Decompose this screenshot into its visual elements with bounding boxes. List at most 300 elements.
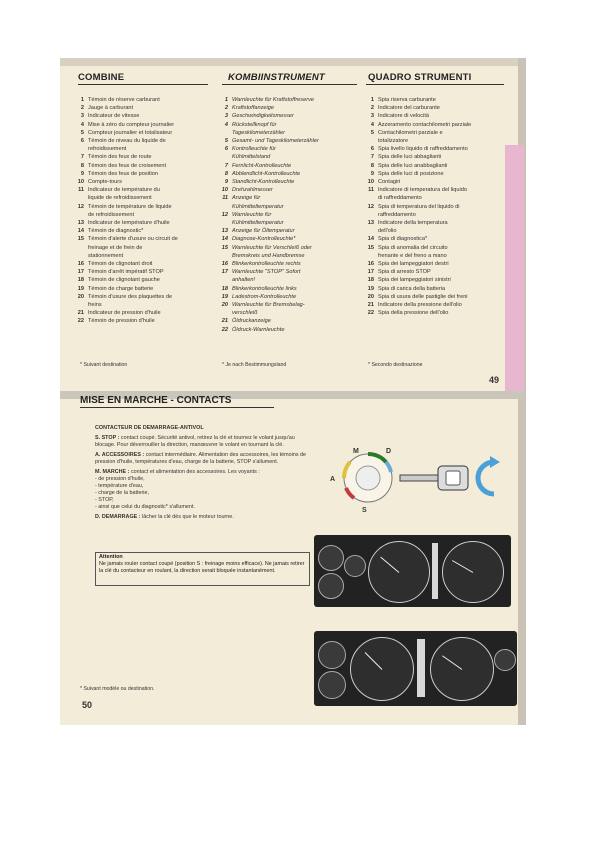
legend-item	[362, 285, 506, 293]
speedometer-needle	[365, 652, 383, 670]
legend-item-text: Spia delle luci di posizione	[378, 170, 444, 177]
instrument-cluster-photo-2	[314, 631, 517, 706]
legend-item	[72, 194, 212, 202]
legend-item-number: 22	[77, 318, 84, 325]
legend-item-text: Warnleuchte für Bremsbelag-	[232, 302, 305, 309]
ignition-text-block	[95, 425, 310, 521]
key-label-a: A	[330, 476, 336, 483]
legend-item-number: 4	[80, 121, 84, 128]
legend-item-number: 18	[367, 277, 374, 284]
footnote-de: * Je nach Bestimmungsland	[222, 362, 287, 368]
legend-item-text: Kraftstoffanzeige	[232, 105, 274, 112]
legend-item-text: Témoin de clignotant gauche	[88, 277, 160, 284]
legend-item-text: Témoin de température de liquide	[88, 203, 172, 210]
legend-item-text: Spia dei lampeggiatori sinistri	[378, 277, 451, 284]
legend-item-text: Abblendlicht-Kontrolleuchte	[232, 170, 301, 177]
small-gauge	[318, 573, 344, 599]
legend-item-number: 6	[370, 146, 374, 153]
legend-item-number: 3	[80, 113, 84, 120]
legend-item	[216, 104, 362, 112]
ignition-subtitle: CONTACTEUR DE DEMARRAGE-ANTIVOL	[95, 425, 204, 431]
legend-item-number: 21	[77, 310, 84, 317]
legend-item-number: 14	[367, 236, 374, 243]
legend-item-text: Warnleuchte für	[232, 211, 272, 218]
legend-item-text: anhalten!	[232, 277, 256, 284]
legend-item-text: totalizzatore	[378, 138, 409, 145]
legend-item	[362, 112, 506, 120]
paragraph-text: contact coupé. Sécurité antivol, retirez la clé et tournez le volant jusqu'au blocage. Pour déverrouiller la direction, manœuvrer le volant en tournant la clé.	[95, 435, 295, 448]
legend-item	[216, 219, 362, 227]
legend-item	[362, 153, 506, 161]
legend-item-text: Spia di temperatura del liquido di	[378, 203, 460, 210]
legend-item-number: 15	[221, 244, 228, 251]
legend-item-text: frenante e del freno a mano	[378, 252, 447, 259]
legend-item	[216, 137, 362, 145]
legend-item	[72, 309, 212, 317]
ignition-lock-core	[356, 466, 380, 490]
section-title-underline	[80, 407, 274, 408]
legend-item	[362, 96, 506, 104]
legend-item-text: Spia livello liquido di raffreddamento	[378, 146, 468, 153]
legend-item-number: 7	[80, 154, 84, 161]
legend-item	[362, 211, 506, 219]
legend-item	[72, 244, 212, 252]
legend-item-number: 13	[221, 228, 228, 235]
legend-item	[72, 276, 212, 284]
legend-item-number: 5	[370, 129, 374, 136]
legend-item	[72, 293, 212, 301]
cluster-divider-strip	[417, 639, 425, 697]
legend-item-text: Blinkerkontrolleuchte links	[232, 285, 297, 292]
legend-item-text: Warnleuchte für Verschleiß oder	[232, 244, 312, 251]
legend-item-text: Kühlmittelstand	[232, 154, 271, 161]
key-label-s: S	[362, 507, 367, 514]
tachometer-dial	[442, 541, 504, 603]
legend-item	[216, 112, 362, 120]
legend-item-text: Drehzahlmesser	[232, 187, 273, 194]
legend-item-number: 6	[80, 138, 84, 145]
legend-item-number: 3	[370, 113, 374, 120]
legend-item-text: Mise à zéro du compteur journalier	[88, 121, 175, 128]
ignition-paragraph	[95, 452, 310, 466]
legend-item-number: 9	[370, 170, 374, 177]
page-number-bottom: 50	[82, 700, 93, 710]
legend-item-text: di raffreddamento	[378, 195, 422, 202]
legend-item-number: 15	[367, 244, 374, 251]
legend-item	[216, 285, 362, 293]
legend-item	[362, 104, 506, 112]
legend-item	[216, 227, 362, 235]
legend-item-text: Indicatore della temperatura	[378, 220, 448, 227]
legend-item-text: Spia riserva carburante	[378, 97, 436, 103]
legend-item-text: Témoin des feux de position	[88, 170, 158, 177]
legend-item	[362, 129, 506, 137]
instrument-cluster-photo-1	[314, 535, 511, 607]
legend-item	[72, 301, 212, 309]
legend-item	[216, 96, 362, 104]
legend-item	[216, 317, 362, 325]
legend-item	[362, 186, 506, 194]
legend-item-number: 9	[224, 179, 228, 186]
legend-item	[216, 244, 362, 252]
legend-item	[362, 293, 506, 301]
legend-item-number: 16	[367, 261, 374, 268]
legend-item-text: Diagnose-Kontrolleuchte*	[232, 236, 296, 243]
legend-item	[216, 301, 362, 309]
legend-item-text: Témoin de niveau du liquide de	[88, 138, 166, 145]
header-fr: COMBINE	[78, 72, 125, 83]
legend-item-number: 12	[77, 203, 84, 210]
key-label-m: M	[353, 448, 359, 455]
ignition-paragraph	[95, 497, 310, 504]
header-it: QUADRO STRUMENTI	[368, 72, 472, 83]
legend-item	[72, 285, 212, 293]
legend-item-text: Azzeramento contachilometri parziale	[378, 121, 472, 128]
legend-item	[362, 121, 506, 129]
small-gauge	[318, 671, 346, 699]
legend-item-text: Warnleuchte für Kraftstoffreserve	[232, 97, 314, 103]
legend-item-number: 7	[224, 162, 228, 169]
header-line-de	[222, 84, 357, 85]
legend-item-number: 4	[370, 121, 374, 128]
section-title: MISE EN MARCHE - CONTACTS	[80, 395, 232, 406]
legend-item	[216, 162, 362, 170]
legend-item-number: 10	[77, 179, 84, 186]
legend-item-text: liquide de refroidissement	[88, 195, 152, 202]
legend-item-text: de refroidissement	[88, 211, 135, 218]
legend-item	[72, 227, 212, 235]
legend-item-text: Standlicht-Kontrolleuchte	[232, 179, 295, 186]
legend-item	[216, 153, 362, 161]
legend-item	[72, 219, 212, 227]
legend-item-text: Spia di diagnostica*	[378, 236, 428, 243]
tachometer-dial	[430, 637, 494, 701]
section-tab	[505, 145, 524, 393]
legend-item-text: refroidissement	[88, 146, 127, 153]
legend-item-text: Spia di carica della batteria	[378, 285, 446, 292]
small-gauge	[494, 649, 516, 671]
legend-item	[362, 162, 506, 170]
legend-item	[72, 162, 212, 170]
cluster-divider-strip	[432, 543, 438, 599]
legend-item-number: 19	[77, 285, 84, 292]
legend-item-text: Témoin de réserve carburant	[88, 97, 160, 103]
legend-item-number: 17	[221, 269, 228, 276]
legend-item-text: Compteur journalier et totalisateur	[88, 129, 173, 136]
legend-item	[72, 112, 212, 120]
legend-item-text: freins	[88, 302, 102, 309]
legend-item-number: 18	[77, 277, 84, 284]
ignition-key-illustration	[328, 440, 508, 520]
legend-item-text: dell'olio	[378, 228, 397, 235]
legend-item-text: Kontrolleuchte für	[232, 146, 276, 153]
legend-item	[362, 235, 506, 243]
ignition-paragraph	[95, 435, 310, 449]
legend-item-text: Indicateur de température d'huile	[88, 220, 170, 227]
legend-item-text: Témoin de diagnostic*	[88, 228, 144, 235]
legend-item-number: 21	[221, 318, 228, 325]
legend-item-number: 18	[221, 285, 228, 292]
legend-item	[362, 194, 506, 202]
legend-item	[216, 203, 362, 211]
legend-item-text: Indicatore della pressione dell'olio	[378, 302, 462, 309]
legend-item-number: 3	[224, 113, 228, 120]
tachometer-needle	[442, 655, 462, 670]
legend-item	[72, 121, 212, 129]
legend-item	[216, 326, 362, 334]
attention-box	[95, 552, 310, 586]
legend-item-text: Témoin d'arrêt impératif STOP	[88, 269, 164, 276]
legend-item-number: 11	[222, 195, 228, 202]
legend-item-number: 5	[80, 129, 84, 136]
legend-item-number: 8	[80, 162, 84, 169]
legend-item-text: Indicateur de pression d'huile	[88, 310, 161, 317]
legend-item-text: Kühlmitteltemperatur	[232, 203, 284, 210]
legend-item	[362, 219, 506, 227]
legend-item-number: 22	[221, 326, 228, 333]
legend-item-text: Blinkerkontrolleuchte rechts	[232, 261, 301, 268]
legend-item-number: 20	[367, 293, 374, 300]
legend-item-text: Gesamt- und Tageskilometerzähler	[232, 138, 319, 145]
legend-item	[72, 104, 212, 112]
legend-item-text: freinage et de frein de	[88, 244, 143, 251]
legend-item-number: 2	[370, 105, 374, 112]
legend-item-text: Spia delle luci abbaglianti	[378, 154, 442, 161]
ignition-paragraph	[95, 504, 310, 511]
footnote-fr: * Suivant destination	[80, 362, 128, 368]
speedometer-needle	[380, 557, 399, 573]
page-edge-top	[60, 58, 524, 66]
legend-item-text: Spia della pressione dell'olio	[378, 310, 449, 317]
tachometer-needle	[452, 560, 473, 573]
footnote-it: * Secondo destinazione	[368, 362, 423, 368]
legend-item-number: 19	[221, 293, 228, 300]
legend-item-text: Öldruck-Warnleuchte	[232, 326, 285, 333]
legend-item-text: Ladestrom-Kontrolleuchte	[232, 293, 297, 300]
legend-item-number: 4	[224, 121, 228, 128]
legend-item-text: Geschwindigkeitsmesser	[232, 113, 294, 120]
legend-item	[216, 121, 362, 129]
paragraph-text: lâcher la clé dès que le moteur tourne.	[142, 514, 234, 520]
ignition-key-icon	[400, 466, 468, 490]
legend-item-text: Témoin des feux de croisement	[88, 162, 167, 169]
legend-item-number: 14	[221, 236, 228, 243]
legend-item-text: Témoin d'usure des plaquettes de	[88, 293, 173, 300]
legend-item-number: 10	[221, 187, 228, 194]
ignition-paragraph	[95, 469, 310, 476]
legend-item-text: Rückstellknopf für	[232, 121, 277, 128]
legend-item-text: Témoin de charge batterie	[88, 285, 154, 292]
legend-item-text: Spia delle luci anabbaglianti	[378, 162, 448, 169]
legend-item-number: 2	[80, 105, 84, 112]
legend-item-number: 13	[77, 220, 84, 227]
column-fr	[72, 96, 212, 326]
legend-item	[216, 293, 362, 301]
legend-item	[72, 153, 212, 161]
legend-item	[216, 145, 362, 153]
legend-item	[216, 252, 362, 260]
legend-item-text: Contagiri	[378, 179, 401, 186]
legend-item	[72, 317, 212, 325]
legend-item	[362, 260, 506, 268]
legend-item-number: 1	[224, 97, 228, 103]
legend-item	[362, 309, 506, 317]
speedometer-dial	[350, 637, 414, 701]
legend-item	[362, 244, 506, 252]
small-gauge	[318, 641, 346, 669]
legend-item	[72, 252, 212, 260]
ignition-paragraph	[95, 483, 310, 490]
legend-item-number: 7	[370, 154, 374, 161]
header-line-it	[366, 84, 504, 85]
legend-item	[72, 186, 212, 194]
legend-item	[362, 301, 506, 309]
legend-item	[72, 178, 212, 186]
legend-item	[362, 252, 506, 260]
legend-item	[72, 203, 212, 211]
paragraph-heading: D. DEMARRAGE :	[95, 514, 141, 520]
legend-item-number: 8	[224, 170, 228, 177]
attention-title: Attention	[99, 554, 123, 560]
header-de: KOMBIINSTRUMENT	[228, 72, 325, 83]
paragraph-heading: A. ACCESSOIRES :	[95, 452, 145, 458]
legend-item-text: Spia dei lampeggiatori destri	[378, 261, 449, 268]
ignition-paragraph	[95, 514, 310, 521]
legend-item-text: Jauge à carburant	[88, 105, 134, 112]
legend-item-text: Témoin des feux de route	[88, 154, 152, 161]
legend-item-text: Témoin d'alerte d'usure ou circuit de	[88, 236, 178, 243]
legend-item-text: Contachilometri parziale e	[378, 129, 443, 136]
legend-item-text: Bremskreis und Handbremse	[232, 252, 305, 259]
paragraph-text: contact et alimentation des accessoires. Les voyants :	[130, 469, 260, 475]
legend-item-text: Indicateur de vitesse	[88, 113, 140, 120]
legend-item	[216, 178, 362, 186]
header-line-fr	[78, 84, 208, 85]
legend-item-number: 16	[77, 261, 84, 268]
legend-item	[72, 268, 212, 276]
legend-item	[216, 268, 362, 276]
paragraph-text: - ainsi que celui du diagnostic* s'allument.	[95, 504, 195, 510]
legend-item	[72, 96, 212, 104]
legend-item-text: Indicatore di velocità	[378, 113, 429, 120]
column-it	[362, 96, 506, 317]
legend-item-number: 8	[370, 162, 374, 169]
legend-item-text: Tageskilometerzähler	[232, 129, 285, 136]
legend-item-text: Anzeige für	[232, 195, 261, 202]
legend-item-number: 20	[221, 302, 228, 309]
legend-item-text: Fernlicht-Kontrolleuchte	[232, 162, 292, 169]
legend-item	[72, 211, 212, 219]
ignition-paragraphs	[95, 435, 310, 521]
legend-item	[72, 137, 212, 145]
page-number-top: 49	[489, 375, 500, 385]
legend-item-number: 12	[367, 203, 374, 210]
legend-item	[216, 235, 362, 243]
legend-item-text: Warnleuchte "STOP" Sofort	[232, 269, 301, 276]
legend-item-text: Témoin de pression d'huile	[88, 318, 155, 325]
ignition-paragraph	[95, 476, 310, 483]
legend-item-number: 11	[78, 187, 84, 194]
legend-item	[362, 170, 506, 178]
legend-item-number: 1	[80, 97, 84, 103]
legend-item-number: 10	[367, 179, 374, 186]
paragraph-text: contact intermédiaire. Alimentation des accessoires, les témoins de pression d'huile, températures d'eau, charge de la batterie, STOP s'allument.	[95, 452, 307, 465]
paragraph-heading: S. STOP :	[95, 435, 120, 441]
small-gauge	[344, 555, 366, 577]
legend-item-number: 14	[77, 228, 84, 235]
paragraph-text: - charge de la batterie,	[95, 490, 149, 496]
legend-item-number: 13	[367, 220, 374, 227]
legend-item	[216, 260, 362, 268]
legend-item	[362, 268, 506, 276]
legend-item	[362, 227, 506, 235]
legend-item-text: Indicatore del carburante	[378, 105, 440, 112]
legend-item-text: Spia di usura delle pastiglie dei freni	[378, 293, 468, 300]
legend-item-text: Indicateur de température du	[88, 187, 160, 194]
legend-item-text: stationnement	[88, 252, 124, 259]
paragraph-heading: M. MARCHE :	[95, 469, 130, 475]
legend-item-number: 2	[224, 105, 228, 112]
attention-text: Ne jamais rouler contact coupé (position S : freinage moins efficace). Ne jamais retirer la clé du contacteur en roulant, la direction serait bloquée instantanément.	[99, 561, 305, 574]
legend-item	[72, 129, 212, 137]
legend-item-text: Kühlmitteltemperatur	[232, 220, 284, 227]
legend-item-text: raffreddamento	[378, 211, 416, 218]
legend-item-number: 16	[221, 261, 228, 268]
legend-item	[72, 235, 212, 243]
legend-item-number: 20	[77, 293, 84, 300]
legend-item	[362, 203, 506, 211]
key-label-d: D	[386, 448, 392, 455]
legend-item-text: Spia di anomalia del circuito	[378, 244, 448, 251]
legend-item-text: Spia di arresto STOP	[378, 269, 431, 276]
paragraph-text: - STOP,	[95, 497, 114, 503]
legend-item-number: 17	[367, 269, 374, 276]
legend-item	[362, 145, 506, 153]
legend-item-number: 9	[80, 170, 84, 177]
legend-item	[216, 170, 362, 178]
paragraph-text: - de pression d'huile,	[95, 476, 145, 482]
legend-item	[362, 137, 506, 145]
legend-item	[362, 276, 506, 284]
legend-item	[216, 129, 362, 137]
legend-item-number: 19	[367, 285, 374, 292]
column-de	[216, 96, 362, 334]
legend-item	[362, 178, 506, 186]
legend-item	[72, 260, 212, 268]
paragraph-text: - température d'eau,	[95, 483, 144, 489]
footnote-bottom: * Suivant modèle ou destination.	[80, 686, 155, 692]
legend-item	[216, 309, 362, 317]
legend-item	[216, 186, 362, 194]
legend-item-number: 5	[224, 138, 228, 145]
legend-item-text: Compte-tours	[88, 179, 122, 186]
legend-item	[216, 276, 362, 284]
legend-item-number: 11	[368, 187, 374, 194]
legend-item	[72, 145, 212, 153]
legend-item-number: 15	[77, 236, 84, 243]
legend-item-number: 1	[370, 97, 374, 103]
rotate-arrowhead-icon	[490, 456, 500, 468]
legend-item-text: Témoin de clignotant droit	[88, 261, 153, 268]
legend-item-number: 12	[221, 211, 228, 218]
legend-item	[216, 211, 362, 219]
legend-item-number: 21	[367, 302, 374, 309]
legend-item	[72, 170, 212, 178]
legend-item-number: 22	[367, 310, 374, 317]
small-gauge	[318, 545, 344, 571]
ignition-paragraph	[95, 490, 310, 497]
legend-item-text: Indicatore di temperatura del liquido	[378, 187, 467, 194]
